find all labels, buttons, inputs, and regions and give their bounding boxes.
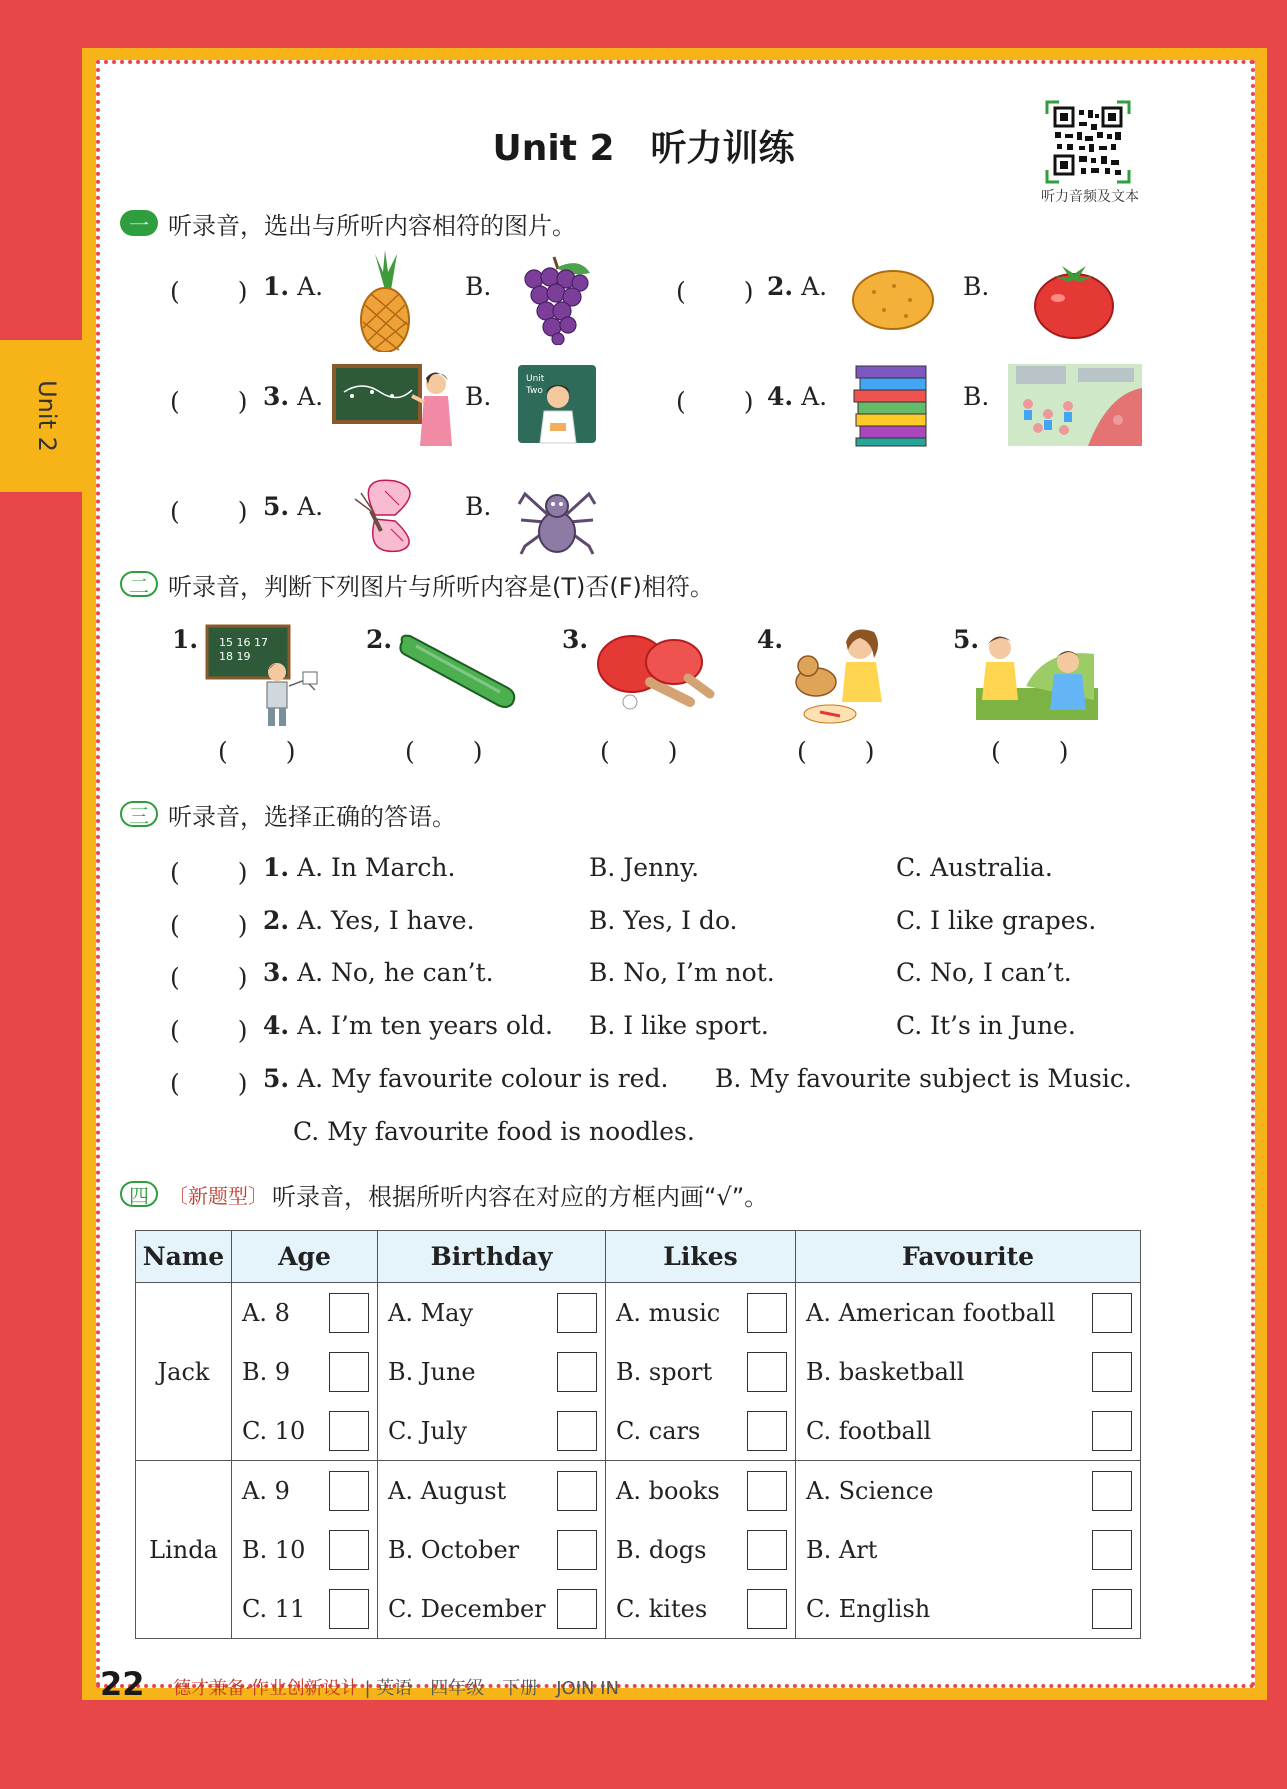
- section-1-heading-text: 听录音，选出与所听内容相符的图片。: [168, 211, 576, 240]
- qr-label: 听力音频及文本: [1041, 189, 1139, 205]
- option-a-text: A. I’m ten years old.: [297, 1011, 553, 1040]
- potato-picture[interactable]: [850, 266, 936, 334]
- student-name: Jack: [136, 1283, 232, 1461]
- sec1-item-number: 2.: [767, 272, 794, 301]
- option-label: C. kites: [616, 1594, 708, 1623]
- answer-paren-1-3[interactable]: ( ): [170, 387, 248, 416]
- section-4-badge: 四: [120, 1181, 158, 1207]
- svg-text:Unit: Unit: [526, 374, 545, 384]
- unit-side-tab-label: Unit 2: [32, 380, 61, 452]
- option-a-text: A. No, he can’t.: [297, 958, 494, 987]
- tick-box[interactable]: [557, 1293, 597, 1333]
- column-header-favourite: Favourite: [796, 1231, 1141, 1283]
- option-b-label: B.: [465, 272, 492, 301]
- option-a-label: A.: [801, 382, 828, 411]
- option-label: C. 11: [242, 1594, 306, 1623]
- tick-box[interactable]: [1092, 1589, 1132, 1629]
- answer-paren-3-5[interactable]: ( ): [170, 1069, 248, 1098]
- birthday-options: [378, 1461, 606, 1639]
- option-b-text: B. My favourite subject is Music.: [715, 1064, 1132, 1093]
- books-picture[interactable]: [852, 362, 932, 448]
- option-label: B. Art: [806, 1535, 878, 1564]
- tick-box[interactable]: [557, 1411, 597, 1451]
- svg-text:Two: Two: [526, 386, 543, 396]
- page-number: 22: [100, 1665, 145, 1703]
- option-label: A. August: [388, 1476, 507, 1505]
- answer-paren-2-3[interactable]: ( ): [600, 737, 678, 766]
- answer-paren-1-1[interactable]: ( ): [170, 277, 248, 306]
- answer-paren-3-1[interactable]: ( ): [170, 858, 248, 887]
- footer-book-info: | 英语 四年级 下册 JOIN IN: [364, 1678, 619, 1699]
- section-3-badge: 三: [120, 801, 158, 827]
- option-a-label: A.: [297, 492, 324, 521]
- sec3-item-number: 4.: [263, 1011, 290, 1040]
- student-name: Linda: [136, 1461, 232, 1639]
- option-a-label: A.: [297, 272, 324, 301]
- sec2-item-number: 3.: [562, 625, 589, 654]
- sec3-item-4: [263, 1011, 553, 1040]
- section-4-heading-text: 听录音，根据所听内容在对应的方框内画“√”。: [272, 1182, 769, 1211]
- option-a-text: A. In March.: [297, 853, 456, 882]
- column-header-name: Name: [136, 1231, 232, 1283]
- women-talking-picture[interactable]: [976, 628, 1098, 720]
- option-label: C. December: [388, 1594, 546, 1623]
- tick-box[interactable]: [329, 1293, 369, 1333]
- column-header-birthday: Birthday: [378, 1231, 606, 1283]
- sec1-item-4: [767, 382, 827, 411]
- section-1-badge: 一: [120, 210, 158, 236]
- tick-box[interactable]: [747, 1589, 787, 1629]
- sec1-item-3: [263, 382, 323, 411]
- tick-box[interactable]: [329, 1589, 369, 1629]
- answer-paren-1-4[interactable]: ( ): [676, 387, 754, 416]
- option-label: C. 10: [242, 1416, 306, 1445]
- tick-box[interactable]: [747, 1352, 787, 1392]
- sec3-item-1: [263, 853, 455, 882]
- option-label: B. June: [388, 1357, 476, 1386]
- tick-box[interactable]: [557, 1352, 597, 1392]
- option-b-text: B. Jenny.: [589, 853, 700, 882]
- option-label: B. October: [388, 1535, 520, 1564]
- option-label: B. dogs: [616, 1535, 707, 1564]
- sec3-item-number: 2.: [263, 906, 290, 935]
- tick-box[interactable]: [557, 1471, 597, 1511]
- tick-box[interactable]: [329, 1411, 369, 1451]
- sec1-item-2: [767, 272, 827, 301]
- section-3-heading: [120, 797, 456, 831]
- option-label: C. football: [806, 1416, 932, 1445]
- birthday-options: [378, 1283, 606, 1461]
- option-b-text: B. No, I’m not.: [589, 958, 775, 987]
- option-label: B. 10: [242, 1535, 306, 1564]
- likes-options: [606, 1283, 796, 1461]
- option-a-label: A.: [297, 382, 324, 411]
- board-text-line-1: 15 16 17: [219, 636, 268, 649]
- answer-paren-2-2[interactable]: ( ): [405, 737, 483, 766]
- option-c-text: C. It’s in June.: [896, 1011, 1076, 1040]
- option-label: C. English: [806, 1594, 931, 1623]
- column-header-likes: Likes: [606, 1231, 796, 1283]
- footer-brand: 德才兼备·作业创新设计: [173, 1678, 359, 1699]
- column-header-age: Age: [232, 1231, 378, 1283]
- spider-picture[interactable]: [515, 474, 599, 560]
- answer-paren-3-3[interactable]: ( ): [170, 963, 248, 992]
- option-c-text: C. My favourite food is noodles.: [293, 1117, 695, 1146]
- sec1-item-number: 3.: [263, 382, 290, 411]
- sec3-item-number: 1.: [263, 853, 290, 882]
- sec1-item-5: [263, 492, 323, 521]
- sec1-item-number: 1.: [263, 272, 290, 301]
- page-title: Unit 2 听力训练: [492, 128, 795, 169]
- tick-box[interactable]: [747, 1293, 787, 1333]
- option-label: C. July: [388, 1416, 468, 1445]
- tick-box[interactable]: [747, 1530, 787, 1570]
- table-row: [136, 1461, 1141, 1639]
- option-label: A. 9: [242, 1476, 290, 1505]
- cucumber-picture[interactable]: [396, 632, 520, 712]
- ping-pong-picture[interactable]: [594, 630, 716, 712]
- answer-paren-1-2[interactable]: ( ): [676, 277, 754, 306]
- sec2-item-number: 1.: [172, 625, 199, 654]
- answer-paren-1-5[interactable]: ( ): [170, 497, 248, 526]
- option-a-label: A.: [801, 272, 828, 301]
- tick-box[interactable]: [557, 1589, 597, 1629]
- age-options: [232, 1283, 378, 1461]
- sec3-item-5: [263, 1064, 668, 1093]
- tick-box[interactable]: [329, 1471, 369, 1511]
- option-label: B. sport: [616, 1357, 713, 1386]
- sec1-item-1: [263, 272, 323, 301]
- playground-picture[interactable]: [1008, 364, 1142, 446]
- favourite-options: [796, 1461, 1141, 1639]
- option-b-label: B.: [465, 492, 492, 521]
- option-c-text: C. I like grapes.: [896, 906, 1097, 935]
- new-question-tag: 〔新题型〕: [168, 1183, 268, 1208]
- tick-box[interactable]: [1092, 1293, 1132, 1333]
- section-2-heading-text: 听录音，判断下列图片与所听内容是(T)否(F)相符。: [168, 572, 714, 601]
- butterfly-picture[interactable]: [335, 475, 435, 557]
- sec1-item-number: 5.: [263, 492, 290, 521]
- footer-series: [173, 1674, 619, 1700]
- option-b-label: B.: [963, 272, 990, 301]
- girl-with-dog-picture[interactable]: [790, 622, 890, 728]
- tick-box[interactable]: [1092, 1471, 1132, 1511]
- sec3-item-2: [263, 906, 475, 935]
- option-a-text: A. My favourite colour is red.: [297, 1064, 669, 1093]
- tick-box[interactable]: [1092, 1352, 1132, 1392]
- answer-paren-2-4[interactable]: ( ): [797, 737, 875, 766]
- option-label: C. cars: [616, 1416, 701, 1445]
- tick-box[interactable]: [1092, 1411, 1132, 1451]
- section-2-badge: 二: [120, 571, 158, 597]
- answer-paren-3-2[interactable]: ( ): [170, 911, 248, 940]
- option-label: A. 8: [242, 1298, 290, 1327]
- option-a-text: A. Yes, I have.: [297, 906, 475, 935]
- sec2-item-number: 2.: [366, 625, 393, 654]
- sec2-item-number: 5.: [953, 625, 980, 654]
- age-options: [232, 1461, 378, 1639]
- option-label: A. music: [616, 1298, 721, 1327]
- option-label: A. Science: [806, 1476, 934, 1505]
- tick-box[interactable]: [747, 1411, 787, 1451]
- option-b-text: B. I like sport.: [589, 1011, 769, 1040]
- sec3-item-number: 5.: [263, 1064, 290, 1093]
- grapes-picture[interactable]: [518, 255, 594, 345]
- option-b-label: B.: [963, 382, 990, 411]
- pineapple-picture[interactable]: [355, 250, 415, 352]
- section-3-heading-text: 听录音，选择正确的答语。: [168, 802, 456, 831]
- tick-box[interactable]: [747, 1471, 787, 1511]
- unit-side-tab: [0, 340, 93, 492]
- option-label: A. books: [616, 1476, 720, 1505]
- section-2-heading: [120, 567, 714, 601]
- section-4-heading: [120, 1177, 768, 1211]
- option-label: A. May: [388, 1298, 474, 1327]
- sec2-item-number: 4.: [757, 625, 784, 654]
- sec1-item-number: 4.: [767, 382, 794, 411]
- option-label: B. basketball: [806, 1357, 965, 1386]
- favourite-options: [796, 1283, 1141, 1461]
- tick-box[interactable]: [557, 1530, 597, 1570]
- option-b-text: B. Yes, I do.: [589, 906, 738, 935]
- tomato-picture[interactable]: [1032, 262, 1116, 340]
- tick-box[interactable]: [1092, 1530, 1132, 1570]
- option-b-label: B.: [465, 382, 492, 411]
- tick-box[interactable]: [329, 1352, 369, 1392]
- math-teacher-picture[interactable]: [205, 622, 325, 730]
- option-label: A. American football: [806, 1298, 1056, 1327]
- likes-options: [606, 1461, 796, 1639]
- music-teacher-picture[interactable]: [332, 362, 458, 448]
- unit-two-teacher-picture[interactable]: [516, 363, 598, 445]
- option-c-text: C. No, I can’t.: [896, 958, 1072, 987]
- tick-box[interactable]: [329, 1530, 369, 1570]
- answer-paren-2-1[interactable]: ( ): [218, 737, 296, 766]
- answer-paren-2-5[interactable]: ( ): [991, 737, 1069, 766]
- qr-code-icon[interactable]: [1045, 100, 1131, 184]
- section-1-heading: [120, 206, 576, 240]
- board-text-line-2: 18 19: [219, 650, 251, 663]
- answer-table: [135, 1230, 1141, 1639]
- answer-paren-3-4[interactable]: ( ): [170, 1016, 248, 1045]
- option-c-text: C. Australia.: [896, 853, 1053, 882]
- option-label: B. 9: [242, 1357, 291, 1386]
- sec3-item-number: 3.: [263, 958, 290, 987]
- sec3-item-3: [263, 958, 494, 987]
- table-row: [136, 1283, 1141, 1461]
